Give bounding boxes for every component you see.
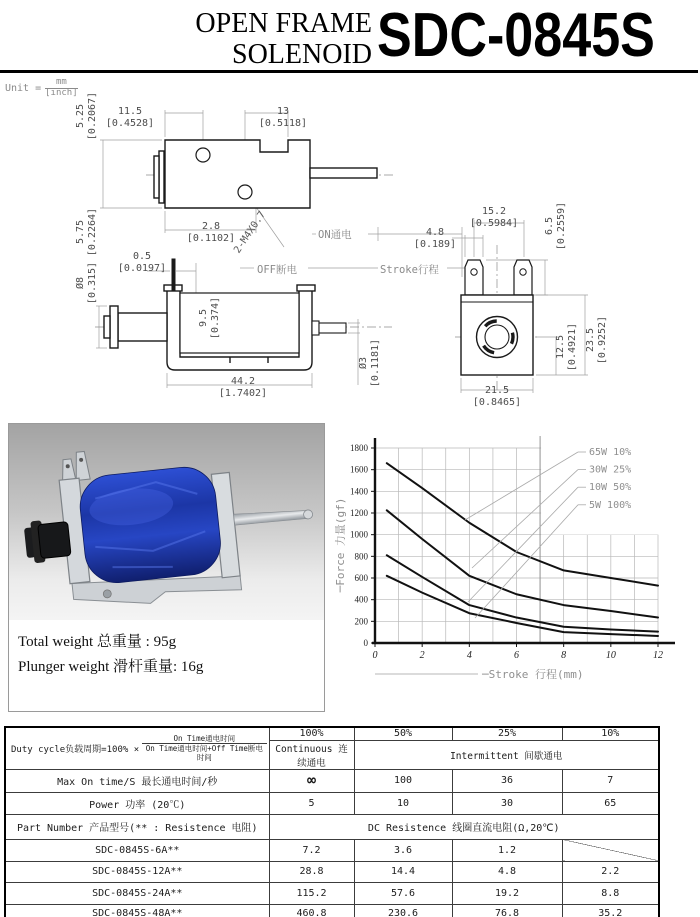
label-on: ON通电 bbox=[318, 229, 352, 241]
r-48a-100: 460.8 bbox=[269, 904, 354, 917]
svg-text:1800: 1800 bbox=[350, 443, 368, 453]
svg-text:12: 12 bbox=[653, 650, 663, 661]
r-24a-100: 115.2 bbox=[269, 882, 354, 904]
svg-text:200: 200 bbox=[354, 616, 368, 627]
spec-table bbox=[4, 726, 660, 917]
power-10: 65 bbox=[562, 792, 659, 814]
max-on-10: 7 bbox=[562, 769, 659, 792]
photo-caption bbox=[9, 624, 324, 680]
svg-text:─Force 力量(gf): ─Force 力量(gf) bbox=[334, 497, 347, 593]
dc-resistance-label: DC Resistence 线圈直流电阻(Ω,20℃) bbox=[269, 814, 659, 839]
power-100: 5 bbox=[269, 792, 354, 814]
total-weight: Total weight 总重量 : 95g bbox=[18, 634, 177, 650]
svg-text:65W 10%: 65W 10% bbox=[589, 447, 632, 458]
r-12a-25: 4.8 bbox=[452, 861, 562, 882]
duty-fraction: On Time通电时间 On Time通电时间+Off Time断电时间 bbox=[142, 734, 266, 763]
r-24a-10: 8.8 bbox=[562, 882, 659, 904]
svg-text:6: 6 bbox=[514, 650, 519, 661]
unit-fraction: $\frac{mm}{\text{[inch]}}$ bbox=[45, 77, 78, 98]
dim-terminal-span: 15.2 [0.5984] bbox=[469, 206, 519, 229]
max-on-25: 36 bbox=[452, 769, 562, 792]
dim-pin: 0.5 [0.0197] bbox=[117, 251, 167, 274]
duty-col-25: 25% bbox=[452, 727, 562, 740]
power-50: 10 bbox=[354, 792, 452, 814]
part-row-48a bbox=[5, 904, 659, 917]
svg-text:2: 2 bbox=[419, 650, 425, 661]
unit-label: Unit = bbox=[5, 82, 42, 94]
dim-plunger-dia: Ø8 [0.315] bbox=[75, 261, 98, 305]
model-number: SDC-0845S bbox=[377, 1, 655, 70]
product-photo-box bbox=[8, 423, 325, 712]
dim-hole-offset: 2.8 [0.1102] bbox=[186, 221, 236, 244]
part-row-12a bbox=[5, 861, 659, 882]
plunger-weight: Plunger weight 滑杆重量: 16g bbox=[18, 658, 204, 675]
dim-body-height: 23.5 [0.9252] bbox=[585, 315, 608, 365]
svg-text:8: 8 bbox=[561, 650, 567, 661]
max-on-50: 100 bbox=[354, 769, 452, 792]
part-row-6a bbox=[5, 839, 659, 861]
mode-intermittent: Intermittent 间歇通电 bbox=[354, 740, 659, 769]
dim-center-height: 12.5 [0.4921] bbox=[555, 322, 578, 372]
r-6a-25: 1.2 bbox=[452, 839, 562, 861]
r-12a-50: 14.4 bbox=[354, 861, 452, 882]
duty-label: Duty cycle负载周期=100% × bbox=[11, 744, 140, 755]
svg-text:1400: 1400 bbox=[350, 486, 368, 497]
svg-text:1200: 1200 bbox=[350, 508, 368, 518]
duty-cycle-row bbox=[5, 727, 659, 740]
duty-col-100: 100% bbox=[269, 727, 354, 740]
duty-col-50: 50% bbox=[354, 727, 452, 740]
svg-text:800: 800 bbox=[354, 551, 368, 562]
page-title bbox=[140, 9, 372, 71]
dim-terminal-width: 4.8 [0.189] bbox=[413, 227, 457, 250]
svg-text:0: 0 bbox=[363, 638, 368, 648]
r-6a-10-na bbox=[562, 839, 659, 861]
header-rule bbox=[0, 70, 698, 73]
power-row bbox=[5, 792, 659, 814]
r-6a-100: 7.2 bbox=[269, 839, 354, 861]
r-48a-50: 230.6 bbox=[354, 904, 452, 917]
max-on-100: ∞ bbox=[269, 769, 354, 792]
force-stroke-chart bbox=[330, 420, 700, 720]
svg-text:4: 4 bbox=[466, 650, 472, 661]
dim-top-width-right: 13 [0.5118] bbox=[258, 106, 308, 129]
dim-rod-height: 9.5 [0.374] bbox=[198, 296, 221, 340]
part-24a: SDC-0845S-24A** bbox=[5, 882, 269, 904]
title-line2: SOLENOID bbox=[232, 38, 372, 70]
label-off: OFF断电 bbox=[257, 264, 297, 276]
power-25: 30 bbox=[452, 792, 562, 814]
duty-cycle-cell bbox=[5, 727, 269, 769]
part-12a: SDC-0845S-12A** bbox=[5, 861, 269, 882]
svg-text:10: 10 bbox=[605, 650, 616, 661]
svg-text:1000: 1000 bbox=[350, 529, 368, 540]
max-on-time-row bbox=[5, 769, 659, 792]
svg-text:1600: 1600 bbox=[350, 464, 368, 475]
duty-col-10: 10% bbox=[562, 727, 659, 740]
part-number-label: Part Number 产品型号(** : Resistence 电阻) bbox=[5, 814, 269, 839]
max-on-time-label: Max On time/S 最长通电时间/秒 bbox=[5, 769, 269, 792]
title-line1: OPEN FRAME bbox=[195, 8, 372, 39]
r-48a-10: 35.2 bbox=[562, 904, 659, 917]
dim-terminal-height: 6.5 [0.2559] bbox=[544, 201, 567, 251]
r-6a-50: 3.6 bbox=[354, 839, 452, 861]
dim-top-height-lower: 5.75 [0.2264] bbox=[75, 207, 98, 257]
dim-shaft-dia: Ø3 [0.1181] bbox=[358, 338, 381, 388]
technical-drawing bbox=[0, 82, 700, 420]
r-24a-50: 57.6 bbox=[354, 882, 452, 904]
r-12a-10: 2.2 bbox=[562, 861, 659, 882]
svg-text:─Stroke 行程(mm): ─Stroke 行程(mm) bbox=[482, 668, 584, 681]
r-24a-25: 19.2 bbox=[452, 882, 562, 904]
dim-length: 44.2 [1.7402] bbox=[218, 376, 268, 399]
r-48a-25: 76.8 bbox=[452, 904, 562, 917]
dim-top-height-upper: 5.25 [0.2067] bbox=[75, 91, 98, 141]
dim-top-width-left: 11.5 [0.4528] bbox=[105, 106, 155, 129]
part-row-24a bbox=[5, 882, 659, 904]
r-12a-100: 28.8 bbox=[269, 861, 354, 882]
svg-text:10W 50%: 10W 50% bbox=[589, 482, 632, 494]
label-stroke: Stroke行程 bbox=[380, 264, 439, 276]
power-label: Power 功率 (20℃) bbox=[5, 792, 269, 814]
thread-callout: 2-M4X0.7 bbox=[232, 209, 269, 256]
dim-body-width: 21.5 [0.8465] bbox=[472, 385, 522, 408]
mode-continuous: Continuous 连续通电 bbox=[269, 740, 354, 769]
svg-text:0: 0 bbox=[372, 650, 378, 661]
part-6a: SDC-0845S-6A** bbox=[5, 839, 269, 861]
part-48a: SDC-0845S-48A** bbox=[5, 904, 269, 917]
svg-text:30W 25%: 30W 25% bbox=[589, 464, 632, 476]
product-photo bbox=[9, 424, 324, 620]
svg-text:400: 400 bbox=[354, 594, 368, 605]
part-number-header-row bbox=[5, 814, 659, 839]
svg-text:600: 600 bbox=[354, 573, 368, 583]
svg-text:5W 100%: 5W 100% bbox=[589, 499, 632, 511]
